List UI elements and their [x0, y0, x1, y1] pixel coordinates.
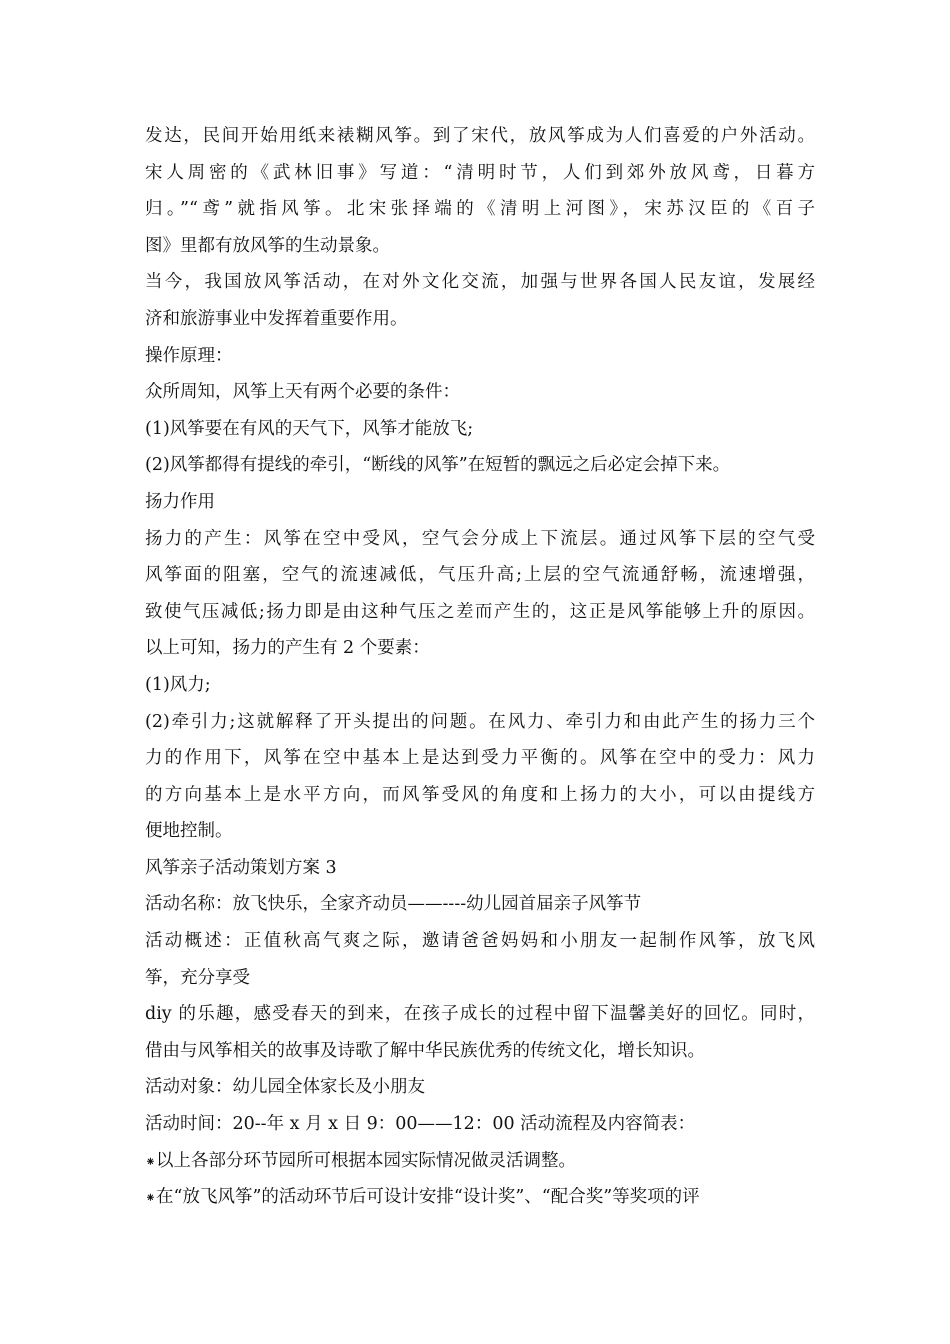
text-line: [145, 740, 815, 777]
bullet-mark: ⁕: [145, 1154, 156, 1170]
line-text: 便地控制。: [145, 821, 233, 842]
line-text: 宋人周密的《武林旧事》写道：“清明时节，人们到郊外放风鸢，日暮方: [145, 162, 815, 183]
line-text: 归。”“鸢”就指风筝。北宋张择端的《清明上河图》，宋苏汉臣的《百子: [145, 199, 815, 220]
line-text: 借由与风筝相关的故事及诗歌了解中华民族优秀的传统文化，增长知识。: [145, 1040, 705, 1061]
line-text: 筝，充分享受: [145, 967, 250, 988]
line-text: diy 的乐趣，感受春天的到来，在孩子成长的过程中留下温馨美好的回忆。同时，: [145, 1004, 815, 1025]
text-line: [145, 264, 815, 301]
text-line: [145, 1069, 815, 1106]
line-text: 扬力作用: [145, 491, 215, 512]
line-text: 致使气压减低;扬力即是由这种气压之差而产生的，这正是风筝能够上升的原因。: [145, 601, 815, 622]
text-line: [145, 667, 815, 704]
line-text: 图》里都有放风筝的生动景象。: [145, 235, 390, 256]
line-text: 力的作用下，风筝在空中基本上是达到受力平衡的。风筝在空中的受力：风力: [145, 748, 815, 769]
line-text: 在“放飞风筝”的活动环节后可设计安排“设计奖”、“配合奖”等奖项的评: [156, 1187, 700, 1208]
text-line: [145, 155, 815, 192]
line-text: 活动名称：放飞快乐，全家齐动员——----幼儿园首届亲子风筝节: [145, 894, 642, 915]
text-line: [145, 996, 815, 1033]
line-text: (2)牵引力;这就解释了开头提出的问题。在风力、牵引力和由此产生的扬力三个: [145, 711, 815, 732]
line-text: (2)风筝都得有提线的牵引，“断线的风筝”在短暂的飘远之后必定会掉下来。: [145, 455, 731, 476]
text-line: [145, 886, 815, 923]
line-text: 活动概述：正值秋高气爽之际，邀请爸爸妈妈和小朋友一起制作风筝，放飞风: [145, 931, 815, 952]
text-line: [145, 411, 815, 448]
text-line: [145, 521, 815, 558]
text-line: [145, 1143, 815, 1180]
text-line: [145, 630, 815, 667]
line-text: 操作原理：: [145, 345, 233, 366]
text-line: [145, 1106, 815, 1143]
line-text: 以上各部分环节园所可根据本园实际情况做灵活调整。: [156, 1150, 576, 1171]
text-line: [145, 228, 815, 265]
document-body: [145, 118, 815, 1216]
text-line: [145, 301, 815, 338]
text-line: [145, 923, 815, 960]
line-text: 以上可知，扬力的产生有 2 个要素：: [145, 638, 430, 659]
text-line: [145, 850, 815, 887]
text-line: [145, 1033, 815, 1070]
line-text: 活动对象：幼儿园全体家长及小朋友: [145, 1077, 425, 1098]
line-text: 发达，民间开始用纸来裱糊风筝。到了宋代，放风筝成为人们喜爱的户外活动。: [145, 126, 815, 146]
line-text: 风筝面的阻塞，空气的流速减低，气压升高;上层的空气流通舒畅，流速增强，: [145, 565, 815, 586]
line-text: (1)风筝要在有风的天气下，风筝才能放飞;: [145, 418, 474, 439]
bullet-mark: ⁕: [145, 1191, 156, 1207]
text-line: [145, 704, 815, 741]
text-line: [145, 338, 815, 375]
text-line: [145, 813, 815, 850]
text-line: [145, 557, 815, 594]
line-text: 的方向基本上是水平方向，而风筝受风的角度和上扬力的大小，可以由提线方: [145, 784, 815, 805]
text-line: [145, 960, 815, 997]
line-text: 济和旅游事业中发挥着重要作用。: [145, 308, 408, 329]
text-line: [145, 484, 815, 521]
text-line: [145, 777, 815, 814]
line-text: 风筝亲子活动策划方案 3: [145, 857, 337, 878]
line-text: 扬力的产生：风筝在空中受风，空气会分成上下流层。通过风筝下层的空气受: [145, 528, 815, 549]
line-text: 众所周知，风筝上天有两个必要的条件：: [145, 382, 460, 403]
line-text: (1)风力;: [145, 674, 211, 695]
text-line: [145, 1179, 815, 1216]
text-line: [145, 118, 815, 155]
line-text: 当今，我国放风筝活动，在对外文化交流，加强与世界各国人民友谊，发展经: [145, 272, 815, 293]
text-line: [145, 447, 815, 484]
line-text: 活动时间：20--年 x 月 x 日 9：00——12：00 活动流程及内容简表：: [145, 1114, 696, 1135]
text-line: [145, 594, 815, 631]
text-line: [145, 191, 815, 228]
text-line: [145, 374, 815, 411]
